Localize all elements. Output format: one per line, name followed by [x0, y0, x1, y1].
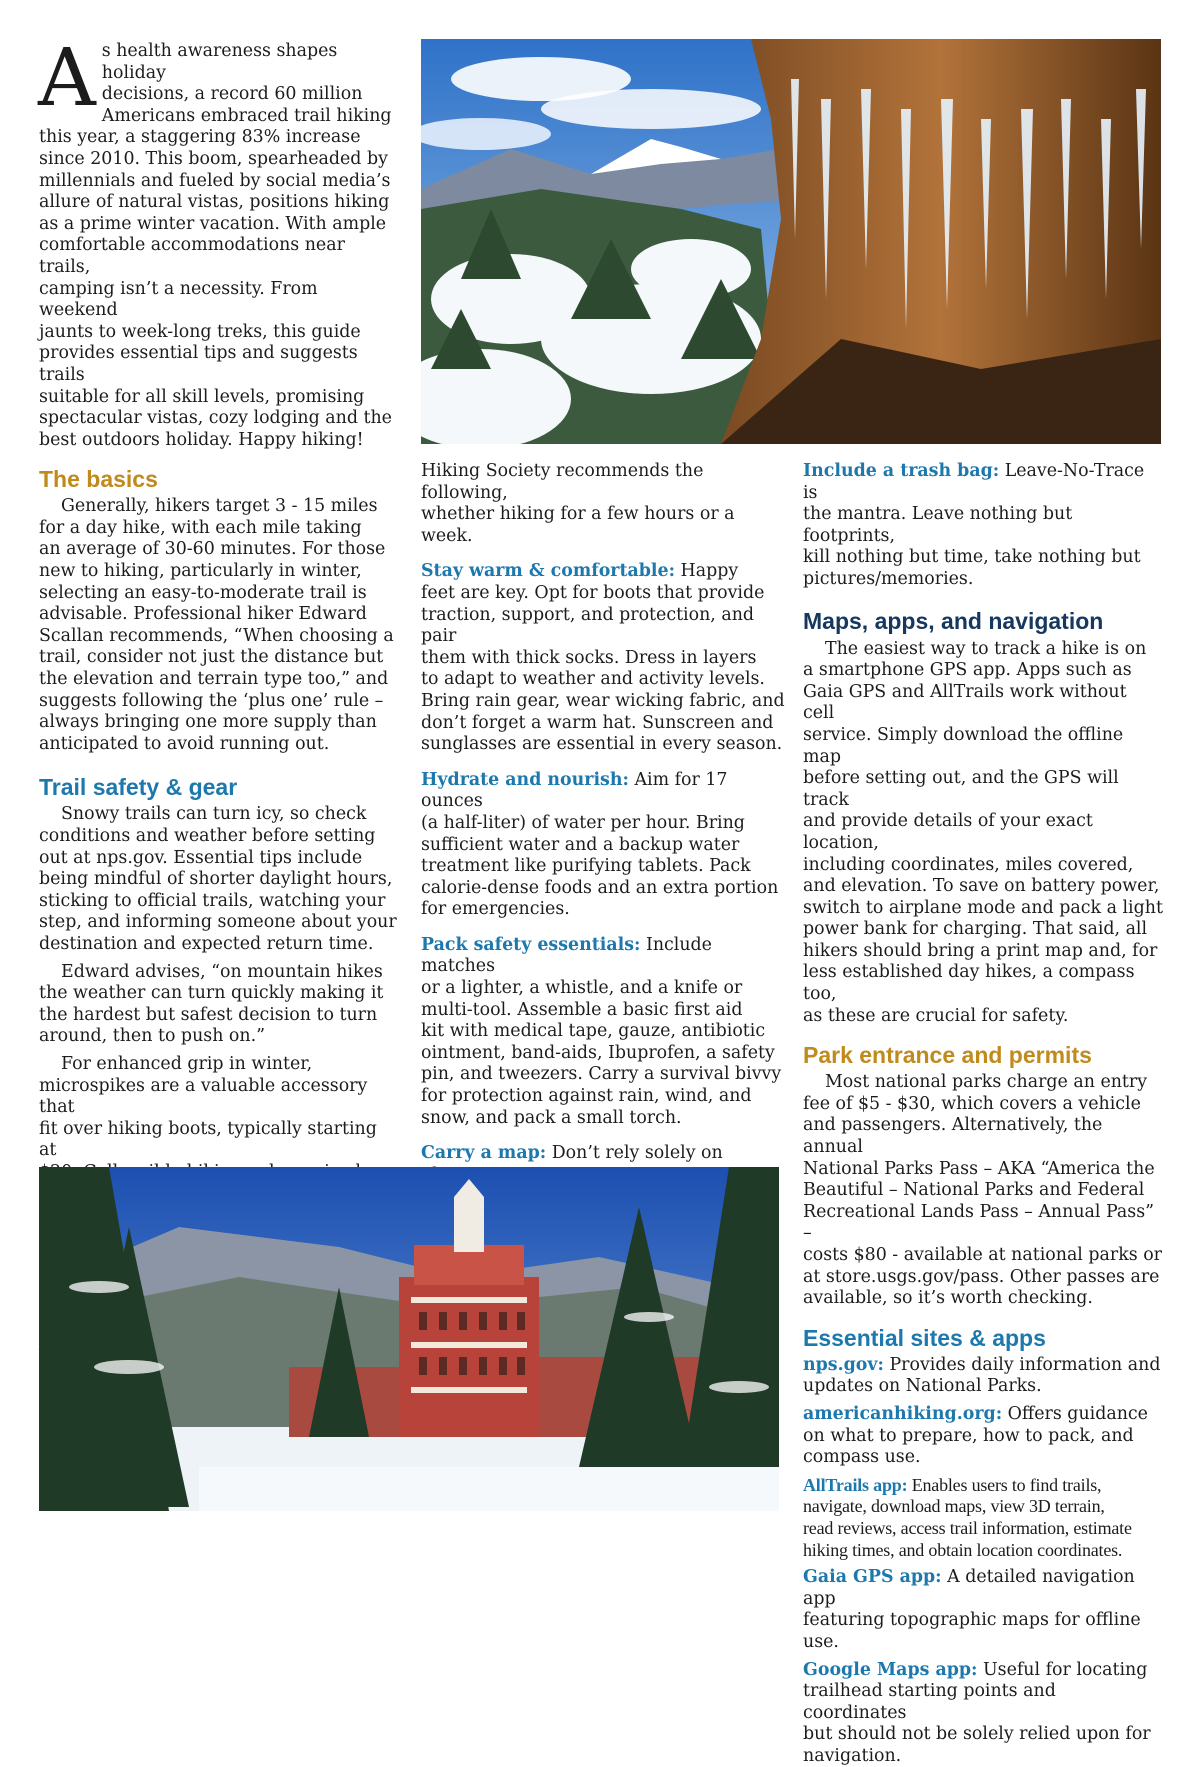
photo-icicle-cliff	[421, 39, 1161, 444]
maps-paragraph: The easiest way to track a hike is on a smartphone GPS app. Apps such as Gaia GPS and AllTrails work without cell service. Simply download the offline map before setting out, and the GPS will track and provide details of your exact location, including coordinates, miles covered, and elevation. To save on battery power, switch to airplane mode and pack a light power bank for charging. That said, all hikers should bring a print map and, for less established day hikes, a compass too, as these are crucial for safety.	[803, 639, 1163, 1028]
tip-carry-map: Carry a map: Don’t rely solely on	[421, 1143, 786, 1273]
heading-park-entrance: Park entrance and permits	[803, 1041, 1163, 1069]
site-google-maps: Google Maps app: Useful for locating trailhead starting points and coordinates but should not be solely relied upon for navigation.	[803, 1660, 1163, 1767]
intro-text: s health awareness shapes holiday decisions, a record 60 million Americans embraced trail hiking this year, a staggering 83% increase since 2010. This boom, spearheaded by millennials and fueled by social media’s allure of natural vistas, positions hiking as a prime winter vacation. With ample comfortable accommodations near trails, camping isn’t a necessity. From weekend jaunts to week-long treks, this guide provides essential tips and suggests trails suitable for all skill levels, promising spectacular vistas, cozy lodging and the best outdoors holiday. Happy hiking!	[39, 41, 399, 451]
site-americanhiking: americanhiking.org: Offers guidance on what to prepare, how to pack, and compass use.	[803, 1404, 1163, 1469]
right-column	[803, 461, 1163, 1767]
safety-paragraph-2: Edward advises, “on mountain hikes the weather can turn quickly making it the hardest but safest decision to turn around, then to push on.”	[39, 962, 399, 1048]
continued-text: Hiking Society recommends the following, whether hiking for a few hours or a week.	[421, 461, 786, 547]
photo-snowy-hotel	[39, 1167, 779, 1511]
heading-trail-safety: Trail safety & gear	[39, 773, 399, 801]
heading-maps-apps: Maps, apps, and navigation	[803, 607, 1163, 635]
safety-paragraph-3: For enhanced grip in winter, microspikes are a valuable accessory that fit over hiking boots, typically starting at	[39, 1054, 399, 1356]
heading-basics: The basics	[39, 465, 399, 493]
basics-paragraph: Generally, hikers target 3 - 15 miles for a day hike, with each mile taking an average of 30-60 minutes. For those new to hiking, particularly in winter, selecting an easy-to-moderate trail is advisable. Professional hiker Edward Scallan recommends, “When choosing a trail, consider not just the distance but the elevation and terrain type too,” and suggests following the ‘plus one’ rule – always bringing one more supply than anticipated to avoid running out.	[39, 496, 399, 755]
middle-column	[421, 461, 786, 1273]
left-column	[39, 41, 399, 1356]
tip-pack-safety: Pack safety essentials: Include matches or a lighter, a whistle, and a knife or multi-tool. Assemble a basic first aid kit with medical tape, gauze, antibiotic ointment, band-aids, Ibuprofen, a safety pin, and tweezers. Carry a survival bivvy for protection against rain, wind, and snow, and pack a small torch.	[421, 935, 786, 1129]
park-paragraph: Most national parks charge an entry fee of $5 - $30, which covers a vehicle and passengers. Alternatively, the annual National Parks Pass – AKA “America the Beautiful – National Parks and Federal Recreational Lands Pass – Annual Pass” – costs $80 - available at national parks or at store.usgs.gov/pass. Other passes are available, so it’s worth checking.	[803, 1072, 1163, 1310]
tip-trash-bag: Include a trash bag: Leave-No-Trace is the mantra. Leave nothing but footprints, kill nothing but time, take nothing but pictures/memories.	[803, 461, 1163, 591]
intro-paragraph	[39, 41, 399, 451]
site-alltrails: AllTrails app: Enables users to find trails, navigate, download maps, view 3D terrain, read reviews, access trail information, estimate hiking times, and obtain location coordinates.	[803, 1475, 1163, 1561]
tip-stay-warm: Stay warm & comfortable: Happy feet are key. Opt for boots that provide traction, support, and protection, and pair them with thick socks. Dress in layers to adapt to weather and activity levels. Bring rain gear, wear wicking fabric, and don’t forget a warm hat. Sunscreen and sunglasses are essential in every season.	[421, 561, 786, 755]
site-nps: nps.gov: Provides daily information and updates on National Parks.	[803, 1355, 1163, 1398]
safety-paragraph-1: Snowy trails can turn icy, so check conditions and weather before setting out at nps.gov. Essential tips include being mindful of shorter daylight hours, sticking to official trails, watching your step, and informing someone about your destination and expected return time.	[39, 804, 399, 955]
site-gaia: Gaia GPS app: A detailed navigation app featuring topographic maps for offline use.	[803, 1567, 1163, 1653]
drop-cap: A	[38, 47, 96, 109]
heading-essential-sites: Essential sites & apps	[803, 1324, 1163, 1352]
tip-hydrate: Hydrate and nourish: Aim for 17 ounces (a half-liter) of water per hour. Bring sufficient water and a backup water treatment like purifying tablets. Pack calorie-dense foods and an extra portion for emergencies.	[421, 770, 786, 921]
